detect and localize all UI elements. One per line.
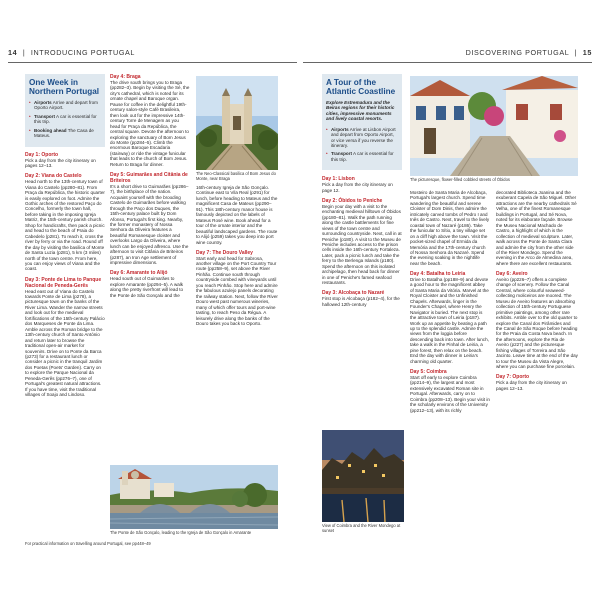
- day-text: Pick a day from the city itinerary on pages 12–13.: [25, 157, 96, 169]
- day-heading: Day 4: Batalha to Leiria: [410, 270, 466, 277]
- day-entry: [322, 290, 402, 307]
- day-entry: [25, 277, 105, 398]
- day-entry: [496, 374, 578, 391]
- right-page: [300, 0, 600, 600]
- right-running-header: DISCOVERING PORTUGAL | 15: [465, 48, 592, 57]
- left-sidebar-list: [29, 100, 101, 139]
- day-heading: Day 5: Guimarães and Citânia de Briteiros: [110, 171, 188, 184]
- right-column-2: [410, 190, 490, 530]
- left-header-title: INTRODUCING PORTUGAL: [30, 48, 136, 57]
- right-column-3: [496, 190, 578, 570]
- right-sidebar-title: A Tour of the Atlantic Coastline: [326, 78, 396, 96]
- right-sidebar-list: [326, 127, 398, 163]
- left-column-1: [25, 74, 105, 589]
- amarante-bridge-photo: [110, 465, 278, 529]
- sidebar-bullet: • Transport A car is essential for this trip.: [29, 114, 101, 125]
- left-footnote: For practical information on travelling around Portugal, see pp448–49: [25, 541, 151, 546]
- day-entry: [25, 173, 105, 272]
- obidos-street-photo: [410, 76, 578, 176]
- day-text: Start early and head for Sabrosa, another village on the Port Country Tour route (pp258–9), set above the River Pinhão. Continue south through countryside combed with vineyards until you reach Pinhão. Stop here and admire the fabulous azulejo panels decorating the railway station. Next, follow the River Douro west past numerous wineries, many of which offer tours and port-wine tasting, to reach Peso da Régua. A leisurely drive along the banks of the Douro takes you back to Oporto.: [196, 255, 278, 327]
- day-text: The drive south brings you to Braga (pp282–3). Begin by visiting the Sé, the city's cathedral, which is noted for its ornate chapel and Baroque organ. Pause for coffee in the delightful 19th-century salon-style Café Brasileira, then look out for the impressive 14th-century Torre de Menagem as you head for Praça da República, the central square. Devote the afternoon to exploring the sanctuary of Bom Jesus do Monte (pp284–5). Climb the enormous Baroque Escadaria (stairway) or ride the vintage funicular that leads to the church of Bom Jesus. Return to Braga for dinner.: [110, 80, 190, 167]
- day-entry: [410, 190, 490, 266]
- day-text: Drive to Batalha (pp188–9) and devote a good hour to the magnificent abbey of Santa Maria da Vitória. Marvel at the Royal Cloister and the Unfinished Chapels. Afterwards, linger in the Founder's Chapel, where Henry the Navigator is buried. The next stop is the attractive town of Leiria (p187). Work up an appetite by beating a path up to the splendid castle. Admire the views from the loggia before descending back into town. After lunch, take a walk in the Pinhal de Leiria, a pine forest, then relax on the beach. End the day with dinner in Leiria's charming old quarter.: [410, 276, 489, 364]
- day-entry: [410, 369, 490, 413]
- day-entry: [196, 185, 278, 245]
- day-text: Start off early to explore Coimbra (pp214–9), the largest and most extensively excavated Roman site in Portugal. Afterwards, carry on to Coimbra (pp208–13). Begin your visit in the scholarly environs of the University (pp212–13), with its richly: [410, 374, 490, 413]
- amarante-caption: The Ponte de São Gonçalo, leading to the Igreja de São Gonçalo in Amarante: [110, 530, 252, 535]
- left-running-header: 14 | INTRODUCING PORTUGAL: [8, 48, 136, 57]
- bom-jesus-photo: [196, 76, 278, 170]
- right-header-title: DISCOVERING PORTUGAL: [465, 48, 570, 57]
- day-heading: Day 2: Óbidos to Peniche: [322, 197, 383, 204]
- day-text: Mosteiro de Santa Maria de Alcobaça, Portugal's largest church. Spend time wandering the beautiful and serene Cloister of Dom Dinis, then admire the intricately carved tombs of Pedro I and Inês de Castro. Next, travel to the lively coastal town of Nazaré (p186). Take the funicular to Sítio, a tiny village set on a cliff high above the town. Visit the pocket-sized chapel of Ermida da Memória and the 17th-century church of Nossa Senhora da Nazaré. Spend the evening soaking in the nightlife near the beach.: [410, 190, 490, 266]
- left-column-2: [110, 74, 190, 459]
- right-sidebar-intro: Explore Estremadura and the Beiras regions for their historic cities, impressive monuments and lively coastal resorts.: [326, 100, 395, 122]
- day-heading: Day 3: Alcobaça to Nazaré: [322, 290, 385, 297]
- left-sidebar-box: [25, 74, 105, 147]
- day-heading: Day 6: Aveiro: [496, 270, 528, 277]
- right-sidebar-box: [322, 74, 402, 170]
- day-entry: [322, 198, 402, 286]
- day-heading: Day 2: Viana do Castelo: [25, 173, 82, 180]
- sidebar-bullet: • Airports Arrive and depart from Oporto Airport.: [29, 100, 101, 111]
- day-heading: Day 4: Braga: [110, 74, 141, 80]
- left-sidebar-title: One Week in Northern Portugal: [29, 78, 100, 96]
- day-text: Pick a day from the city itinerary on page 12.: [322, 182, 393, 193]
- day-entry: [110, 74, 190, 167]
- day-text: 16th-century Igreja de São Gonçalo. Continue east to Vila Real (p291) for lunch, before heading to Mateus and the magnificent Casa de Mateus (pp290–91). This 18th-century manor house is famously depicted on the labels of Mateus Rosé wine. Book ahead for a tour of the ornate interior and the beautiful landscaped gardens. The route to Alijó (p259) takes you deep into port wine country.: [196, 185, 278, 245]
- day-text: decorated Biblioteca Joanina and the exuberant Capela de São Miguel. Other attractions are the nearby cathedrals Sé Velha, one of the finest Romanesque buildings in Portugal, and Sé Nova, noted for its elaborate façade. Browse the Museu Nacional Machado de Castro, a highlight of which is the collection of medieval sculpture. Later, walk across the Ponte de Santa Clara and admire the city from the other side of the River Mondego. Spend the evening in the Arco de Almedina area, where there are excellent restaurants.: [496, 190, 577, 266]
- coimbra-sunset-photo: [322, 430, 404, 522]
- day-entry: [25, 152, 105, 169]
- day-text: Head east out of Viana do Castelo towards Ponte de Lima (p278), a picturesque town on the banks of the River Lima. Wander the narrow streets and look out for the medieval fortifications of the 15th-century Palácio dos Marqueses de Ponte da Lima. Amble across the Roman bridge to the 13th-century church of Santo António and return later to browse the traditional open-air market for souvenirs. Drive on to Ponte da Barca (p273) for a restaurant lunch or consider a picnic in the tranquil Jardim dos Poetas (Poets' Garden). Carry on to explore the Parque Nacional da Peneda-Gerês (pp276–7), one of Portugal's greatest natural attractions. If you have time, visit the traditional villages of Soajo and Lindoso.: [25, 288, 105, 398]
- day-heading: Day 5: Coimbra: [410, 368, 447, 375]
- day-text: It's a short drive to Guimarães (pp286–7), the birthplace of the nation. Acquaint yourself with the brooding Castelo de Guimarães before walking through the Paço dos Duques, the 15th-century palace built by Dom Afonso, Portugal's first king. Nearby, the former monastery of Nossa Senhora da Oliveira features a beautiful Romanesque cloister and overlooks Largo da Oliveira, where lunch can be enjoyed alfresco. Use the afternoon to visit Citânia de Briteiros (p287), an Iron Age settlement of impressive dimensions.: [110, 183, 189, 266]
- day-heading: Day 3: Ponte de Lima to Panque Nacional de Peneda-Gerês: [25, 276, 102, 289]
- bom-jesus-caption: The Neo-Classical basilica of Bom Jesus do Monte, near Braga: [196, 171, 276, 181]
- day-entry: [322, 176, 402, 193]
- day-text: First stop is Alcobaça (p182–4), for the hallowed 12th-century: [322, 296, 400, 307]
- sidebar-bullet: • Transport A car is essential for this trip.: [326, 151, 398, 162]
- day-entry: [496, 190, 578, 266]
- left-page-number: 14: [8, 48, 18, 57]
- right-page-number: 15: [582, 48, 592, 57]
- day-entry: [110, 270, 190, 298]
- day-entry: [110, 172, 190, 266]
- day-heading: Day 1: Lisbon: [322, 176, 355, 183]
- day-entry: [410, 271, 490, 364]
- day-text: Aveiro (pp226–7) offers a complete change of scenery. Follow the Canal Central, where colourful seaweed-collecting moliceiros are moored. The Museu de Aveiro features an absorbing collection of 15th-century Portuguese primitive paintings, among other rare exhibits. Amble over to the old quarter to explore the Canal dos Pirâmides and the Canal de São Roque before heading for the Praia da Costa Nova beach. In the afternoons, explore the Ria de Aveiro (p227) and the picturesque fishing villages of Torreira and São Jacinto. Leave time at the end of the day to tour the Museu da Vista Alegre, where you can purchase fine porcelain.: [496, 276, 578, 370]
- sidebar-bullet: • Booking ahead The Casa de Mateus.: [29, 128, 101, 139]
- sidebar-bullet: • Airports Arrive at Lisbon Airport and depart from Oporto Airport, or vice versa if you reverse the itinerary.: [326, 127, 398, 149]
- day-entry: [496, 271, 578, 370]
- coimbra-caption: View of Coimbra and the River Mondego at sunset: [322, 523, 401, 533]
- left-column-3: [196, 185, 278, 460]
- right-header-rule: [303, 62, 592, 63]
- day-text: Pick a day from the city itinerary on pages 12–13.: [496, 380, 567, 391]
- day-heading: Day 6: Amarante to Alijó: [110, 270, 168, 277]
- day-text: Head north to the 13th-century town of Viana do Castelo (pp280–81). From Praça da República, the historic quarter is easily explored on foot. Admire the Gothic arches of the restored Paço do Concelho, formerly the town hall, before taking in the imposing Igreja Matriz, the 15th-century parish church. Shop for handicrafts, then pack a picnic and head to the beach of Praia do Cabedelo (p281). To reach it, cross the river by ferry or via the road. Round off the day by visiting the basilica of Monte de Santa Luzia (p281), 5 km (3 miles) north of the town centre. From here, you can enjoy views of Viana and the coast.: [25, 179, 105, 272]
- obidos-caption: The picturesque, flower-filled cobbled streets of Óbidos: [410, 177, 510, 182]
- day-heading: Day 1: Oporto: [25, 151, 59, 158]
- day-text: Head south out of Guimarães to explore Amarante (pp294–5). A walk along the pretty riverfront will lead to the Ponte de São Gonçalo and the: [110, 276, 184, 298]
- day-heading: Day 7: The Douro Valley: [196, 249, 253, 256]
- day-entry: [196, 250, 278, 327]
- day-heading: Day 7: Oporto: [496, 374, 530, 381]
- left-header-rule: [8, 62, 297, 63]
- day-text: Begin your day with a visit to the enchanting medieval hilltown of Óbidos (pp180–81). Walk the path running along the castle battlements for fine views of the town centre and surrounding countryside. Next, call in at Peniche (p180). A visit to the Museu de Peniche includes access to the prison cells inside the 16th-century Fortaleza. Later, pack a picnic lunch and take the ferry to the Berlenga Islands (p180). Spend the afternoon on this isolated archipelago, then head back for dinner in one of Peniche's famed seafood restaurants.: [322, 203, 402, 286]
